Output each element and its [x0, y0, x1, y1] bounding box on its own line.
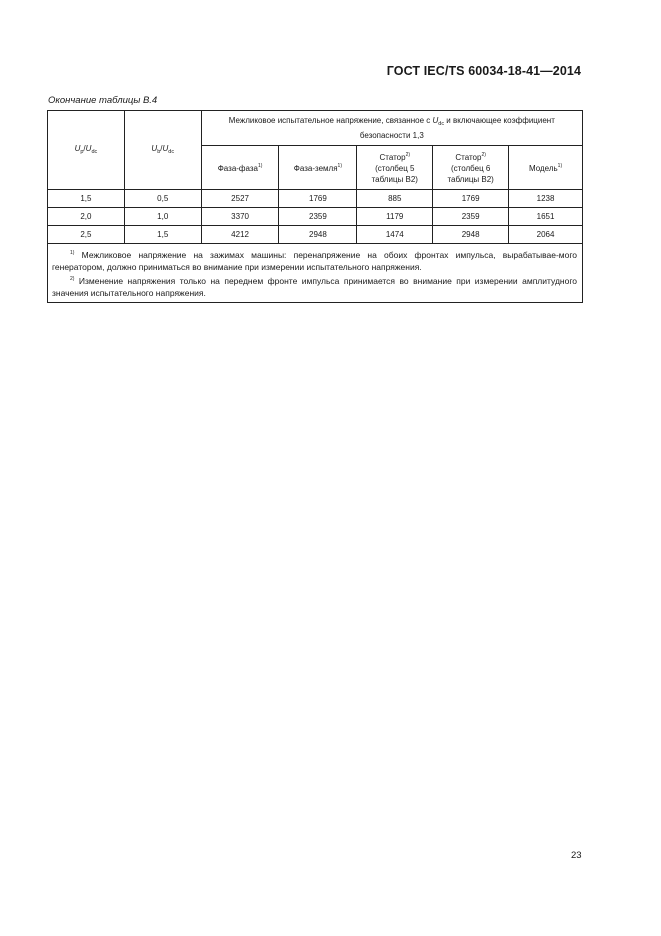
table-cell: 2948 [433, 226, 509, 244]
header-model: Модель$^{1)}$ [509, 146, 583, 190]
table-cell: 2527 [201, 190, 279, 208]
document-header: ГОСТ IEC/TS 60034-18-41—2014 [386, 64, 581, 78]
footnote: $^{2)}$ Изменение напряжения только на переднем фронте импульса принимается во внимание при измерении амплитудного значения испытательного напряжения. [52, 276, 577, 298]
table-cell: 2359 [433, 208, 509, 226]
table-cell: 4212 [201, 226, 279, 244]
footnote: $^{1)}$ Межликовое напряжение на зажимах машины: перенапряжение на обоих фронтах импульса, вырабатывае-мого генератором, должно приниматься во внимание при измерении испытательного напряжения. [52, 250, 577, 272]
table-cell: 1769 [279, 190, 357, 208]
page-number: 23 [571, 850, 582, 861]
header-phase-ground: Фаза-земля$^{1)}$ [279, 146, 357, 190]
table-row [48, 190, 583, 208]
table-cell: 1651 [509, 208, 583, 226]
table-cell: 1238 [509, 190, 583, 208]
header-stator-col6: Статор$^{2)}$ (столбец 6 таблицы В2) [433, 146, 509, 190]
table-row [48, 226, 583, 244]
table-footnotes [48, 244, 583, 303]
table-row [48, 208, 583, 226]
header-up-udc: $U_p/U_{dc}$ [48, 111, 125, 190]
table-cell: 2,0 [48, 208, 125, 226]
table-cell: 3370 [201, 208, 279, 226]
header-phase-phase: Фаза-фаза$^{1)}$ [201, 146, 279, 190]
table-cell: 2064 [509, 226, 583, 244]
table-cell: 1,5 [48, 190, 125, 208]
table-cell: 1769 [433, 190, 509, 208]
table-cell: 1179 [357, 208, 433, 226]
table-cell: 2948 [279, 226, 357, 244]
table-cell: 1474 [357, 226, 433, 244]
table-caption: Окончание таблицы В.4 [48, 95, 158, 106]
table-cell: 1,0 [124, 208, 201, 226]
header-ub-udc: $U_b/U_{dc}$ [124, 111, 201, 190]
table-cell: 2359 [279, 208, 357, 226]
data-table [47, 110, 583, 303]
header-stator-col5: Статор$^{2)}$ (столбец 5 таблицы В2) [357, 146, 433, 190]
table-cell: 2,5 [48, 226, 125, 244]
group-header: Межликовое испытательное напряжение, связанное с $U_{dc}$ и включающее коэффициент безопасности 1,3 [201, 111, 582, 146]
table-cell: 885 [357, 190, 433, 208]
table-cell: 1,5 [124, 226, 201, 244]
table-cell: 0,5 [124, 190, 201, 208]
